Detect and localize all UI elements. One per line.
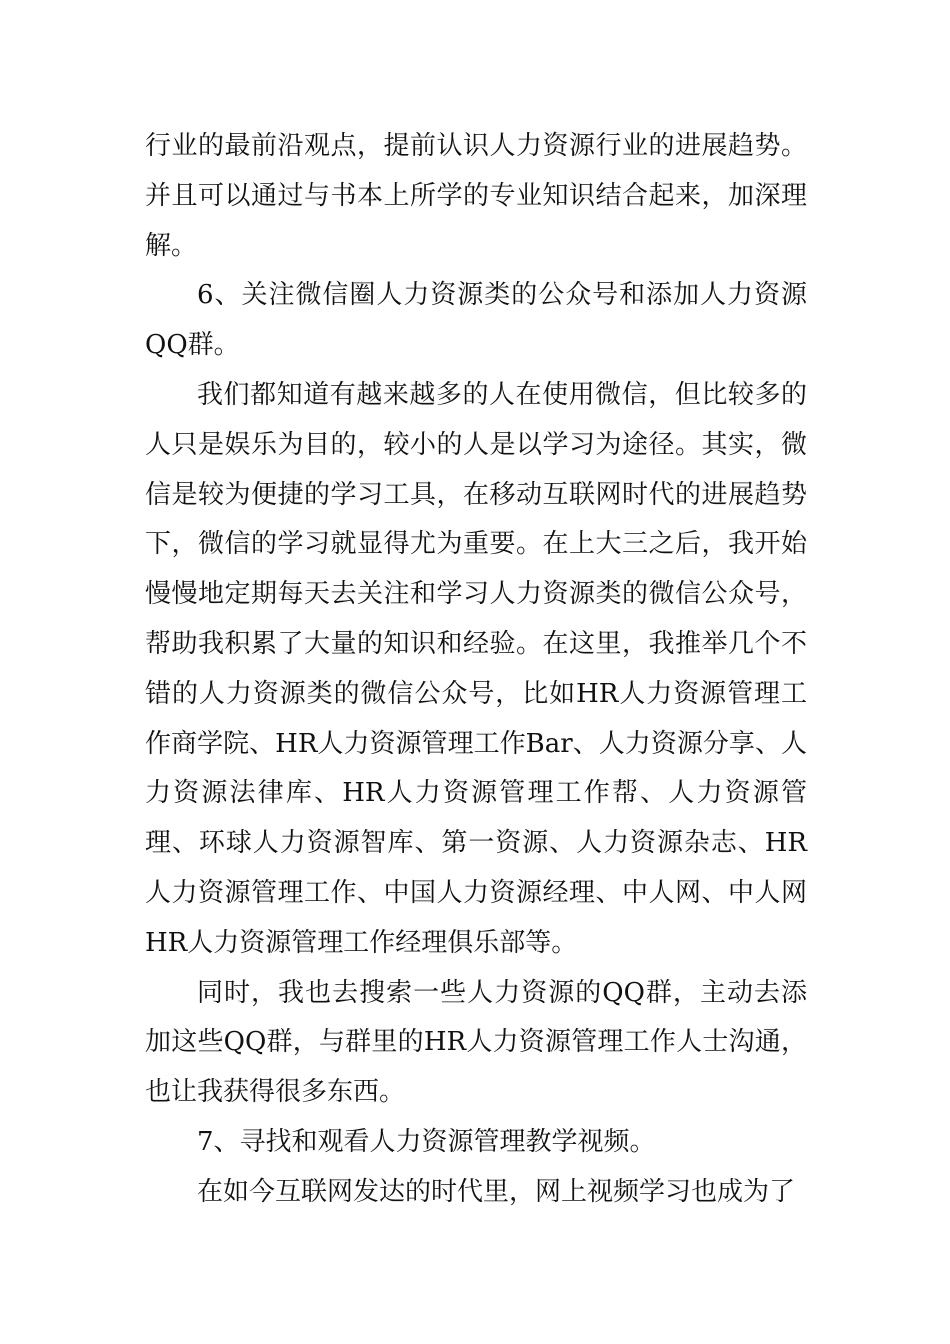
document-body — [145, 122, 807, 1218]
section-heading-7: 7、寻找和观看人力资源管理教学视频。 — [197, 1126, 656, 1157]
section-heading-6: 6、关注微信圈人力资源类的公众号和添加人力资源QQ群。 — [145, 280, 807, 361]
paragraph-qq-groups: 同时，我也去搜索一些人力资源的QQ群，主动去添加这些QQ群，与群里的HR人力资源管理工作人士沟通，也让我获得很多东西。 — [145, 977, 807, 1108]
paragraph-video: 在如今互联网发达的时代里，网上视频学习也成为了 — [197, 1176, 796, 1207]
paragraph-continued: 行业的最前沿观点，提前认识人力资源行业的进展趋势。并且可以通过与书本上所学的专业知识结合起来，加深理解。 — [145, 131, 807, 261]
paragraph-wechat: 我们都知道有越来越多的人在使用微信，但比较多的人只是娱乐为目的，较小的人是以学习为途径。其实，微信是较为便捷的学习工具，在移动互联网时代的进展趋势下，微信的学习就显得尤为重要。在上大三之后，我开始慢慢地定期每天去关注和学习人力资源类的微信公众号，帮助我积累了大量的知识和经验。在这里，我推举几个不错的人力资源类的微信公众号，比如HR人力资源管理工作商学院、HR人力资源管理工作Bar、人力资源分享、人力资源法律库、HR人力资源管理工作帮、人力资源管理、环球人力资源智库、第一资源、人力资源杂志、HR人力资源管理工作、中国人力资源经理、中人网、中人网HR人力资源管理工作经理俱乐部等。 — [145, 379, 807, 958]
